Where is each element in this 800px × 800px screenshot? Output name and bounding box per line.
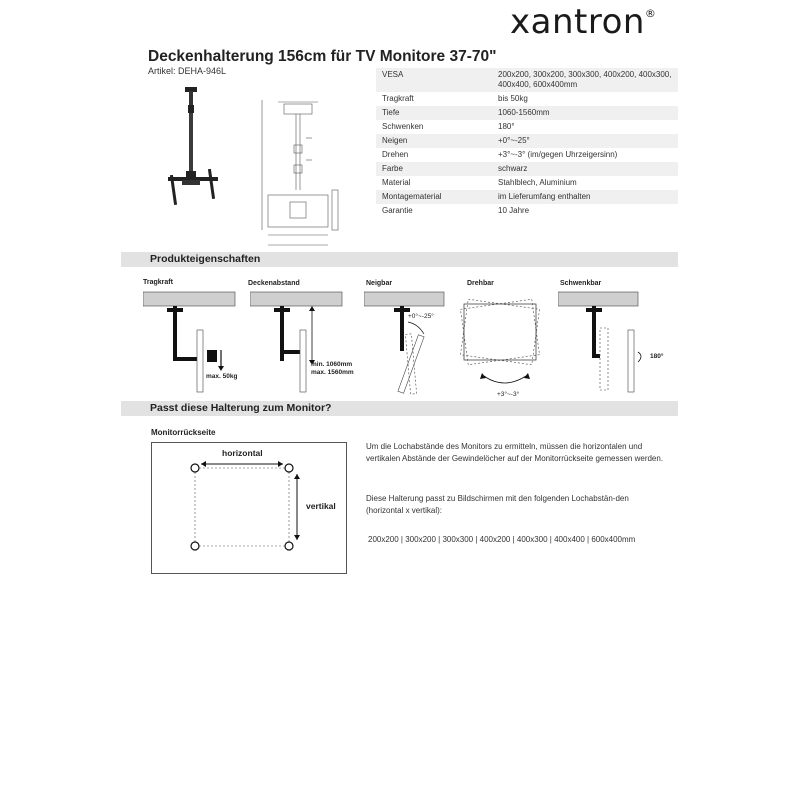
spec-row-garantie: Garantie 10 Jahre [382, 206, 530, 215]
horizontal-label: horizontal [222, 448, 263, 458]
product-photo [158, 85, 238, 215]
spec-row-drehen: Drehen +3°~-3° (im/gegen Uhrzeigersinn) [382, 150, 618, 159]
section-header-properties: Produkteigenschaften [121, 252, 678, 267]
section-header-fit: Passt diese Halterung zum Monitor? [121, 401, 678, 416]
weight-icon [207, 350, 217, 362]
spec-row-material: Material Stahlblech, Aluminium [382, 178, 577, 187]
feature-label-neigbar: Neigbar [366, 280, 393, 287]
feature-label-tragkraft: Tragkraft [143, 279, 173, 286]
technical-drawing [248, 90, 368, 255]
spec-row-neigen: Neigen +0°~-25° [376, 134, 678, 148]
neigbar-angle-label: +0°~-25° [408, 313, 434, 320]
drehbar-angle-label: +3°~-3° [497, 391, 520, 398]
spec-row-tragkraft: Tragkraft bis 50kg [382, 94, 528, 103]
spec-table [376, 68, 678, 218]
spec-row-tiefe: Tiefe 1060-1560mm [376, 106, 678, 120]
spec-row-farbe: Farbe schwarz [376, 162, 678, 176]
spec-row-vesa: VESA 200x200, 300x200, 300x300, 400x200, 400x300, 400x400, 600x400mm [376, 68, 678, 92]
neigbar-illustration [364, 290, 464, 400]
schwenkbar-illustration [558, 290, 658, 400]
feature-label-deckenabstand: Deckenabstand [248, 280, 300, 287]
spec-row-schwenken: Schwenken 180° [382, 122, 515, 131]
deckenabstand-min-label: min. 1060mm [311, 361, 353, 368]
article-number: Artikel: DEHA-946L [148, 66, 227, 76]
spec-row-montagematerial: Montagematerial im Lieferumfang enthalten [376, 190, 678, 204]
tragkraft-illustration [143, 290, 243, 400]
feature-label-schwenkbar: Schwenkbar [560, 280, 602, 287]
brand-logo: xantron® [510, 2, 657, 42]
feature-label-drehbar: Drehbar [467, 280, 494, 287]
schwenkbar-angle-label: 180° [650, 353, 664, 360]
deckenabstand-illustration [250, 290, 353, 400]
monitor-back-title: Monitorrückseite [151, 428, 216, 437]
description-paragraph-1: Um die Lochabstände des Monitors zu ermitteln, müssen die horizontalen und vertikalen Abstände der Gewindelöcher auf der Monitorrückseite gemessen werden. [366, 442, 664, 463]
vesa-list: 200x200 | 300x200 | 300x300 | 400x200 | 400x300 | 400x400 | 600x400mm [368, 535, 636, 544]
product-title: Deckenhalterung 156cm für TV Monitore 37-70" [148, 48, 497, 65]
deckenabstand-max-label: max. 1560mm [311, 369, 354, 376]
description-paragraph-2: Diese Halterung passt zu Bildschirmen mit den folgenden Lochabstän-den (horizontal x vertikal): [366, 494, 629, 515]
vertikal-label: vertikal [306, 501, 336, 511]
drehbar-illustration [456, 290, 556, 402]
tragkraft-max-label: max. 50kg [206, 373, 238, 380]
